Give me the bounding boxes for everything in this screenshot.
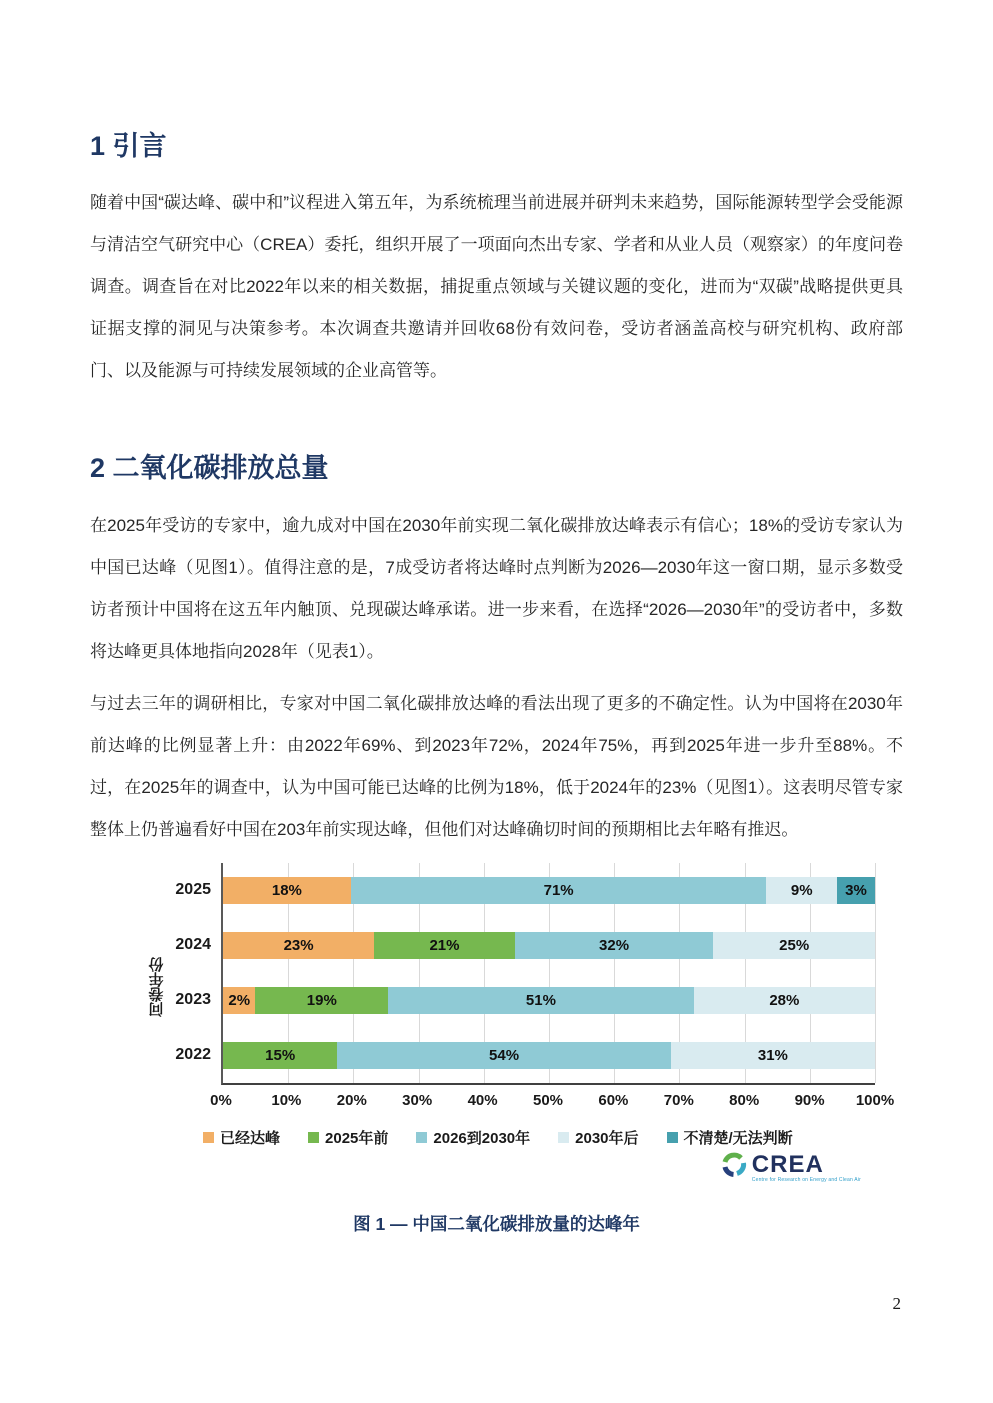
- chart-y-axis-label: 问卷年份: [148, 956, 166, 1017]
- bar-segment: [223, 877, 351, 904]
- bar-segment: [388, 987, 694, 1014]
- page-content: [90, 0, 903, 1236]
- crea-logo-tagline: Centre for Research on Energy and Clean Air: [751, 1176, 861, 1183]
- legend-swatch: [308, 1132, 319, 1143]
- section-1-paragraph: 随着中国“碳达峰、碳中和”议程进入第五年，为系统梳理当前进展并研判未来趋势，国际能源转型学会受能源与清洁空气研究中心（CREA）委托，组织开展了一项面向杰出专家、学者和从业人员（观察家）的年度问卷调查。调查旨在对比2022年以来的相关数据，捕捉重点领域与关键议题的变化，进而为“双碳”战略提供更具证据支撑的洞见与决策参考。本次调查共邀请并回收68份有效问卷，受访者涵盖高校与研究机构、政府部门、以及能源与可持续发展领域的企业高管等。: [90, 193, 903, 381]
- bar-value-label: 23%: [283, 936, 314, 954]
- category-label: 2023: [175, 991, 211, 1009]
- bar-value-label: 9%: [790, 881, 813, 899]
- plot-area: [221, 863, 875, 1085]
- bar-value-label: 71%: [543, 881, 574, 899]
- bar-segment: [223, 1042, 337, 1069]
- section-2-paragraph-2: 与过去三年的调研相比，专家对中国二氧化碳排放达峰的看法出现了更多的不确定性。认为中国将在2030年前达峰的比例显著上升：由2022年69%、到2023年72%，2024年75%，再到2025年进一步升至88%。不过，在2025年的调查中，认为中国可能已达峰的比例为18%，低于2024年的23%（见图1）。这表明尽管专家整体上仍普遍看好中国在203年前实现达峰，但他们对达峰确切时间的预期相比去年略有推迟。: [90, 693, 903, 839]
- bar-value-label: 51%: [525, 991, 556, 1009]
- chart-row: [223, 973, 875, 1028]
- section-2-heading: 2 二氧化碳排放总量: [90, 453, 329, 484]
- chart-main: [145, 863, 895, 1111]
- bar-value-label: 21%: [429, 936, 460, 954]
- x-axis-tick-label: 100%: [855, 1091, 895, 1109]
- bar-value-label: 3%: [845, 881, 867, 899]
- legend-label: 不清楚/无法判断: [683, 1129, 793, 1147]
- bar-segment: [515, 932, 714, 959]
- plot-column: [210, 863, 895, 1111]
- bar-segment: [713, 932, 875, 959]
- legend-swatch: [558, 1132, 569, 1143]
- x-axis-tick-label: 10%: [271, 1091, 302, 1109]
- bar-segment: [337, 1042, 670, 1069]
- x-axis-tick-label: 80%: [729, 1091, 760, 1109]
- x-axis-tick-label: 70%: [663, 1091, 694, 1109]
- bar-segment: [694, 987, 875, 1014]
- chart-row: [223, 918, 875, 973]
- x-axis-tick-label: 0%: [210, 1091, 232, 1109]
- x-axis-tick-label: 40%: [467, 1091, 498, 1109]
- x-axis-ticks: [210, 1085, 895, 1111]
- figure-1-chart: [145, 863, 895, 1183]
- legend-item: [416, 1127, 530, 1148]
- bar-value-label: 25%: [779, 936, 810, 954]
- bar-track: [223, 1042, 875, 1069]
- chart-row: [223, 863, 875, 918]
- section-2-paragraph-1: 在2025年受访的专家中，逾九成对中国在2030年前实现二氧化碳排放达峰表示有信心；18%的受访专家认为中国已达峰（见图1）。值得注意的是，7成受访者将达峰时点判断为2026—2030年这一窗口期，显示多数受访者预计中国将在这五年内触顶、兑现碳达峰承诺。进一步来看，在选择“2026—2030年”的受访者中，多数将达峰更具体地指向2028年（见表1）。: [90, 515, 903, 661]
- bar-value-label: 19%: [306, 991, 337, 1009]
- bar-value-label: 15%: [265, 1046, 296, 1064]
- bar-track: [223, 877, 875, 904]
- bar-rows: [223, 863, 875, 1083]
- crea-logo-text: CREA: [751, 1150, 824, 1178]
- bar-segment: [223, 987, 255, 1014]
- bar-segment: [374, 932, 515, 959]
- legend-swatch: [667, 1132, 678, 1143]
- bar-value-label: 32%: [599, 936, 630, 954]
- bar-value-label: 28%: [769, 991, 800, 1009]
- legend-label: 已经达峰: [220, 1129, 281, 1147]
- bar-segment: [351, 877, 767, 904]
- bar-segment: [223, 932, 374, 959]
- logo-row: [145, 1152, 875, 1183]
- category-label: 2022: [175, 1046, 211, 1064]
- gridline: [875, 863, 876, 1083]
- bar-value-label: 54%: [489, 1046, 520, 1064]
- category-label: 2025: [175, 881, 211, 899]
- legend-swatch: [203, 1132, 214, 1143]
- x-axis-tick-label: 90%: [794, 1091, 825, 1109]
- x-axis-tick-label: 30%: [402, 1091, 433, 1109]
- legend-label: 2025年前: [325, 1129, 389, 1147]
- legend-item: [203, 1127, 280, 1148]
- bar-value-label: 31%: [757, 1046, 788, 1064]
- legend-item: [308, 1127, 388, 1148]
- page-number: 2: [892, 1294, 901, 1313]
- crea-logo: [721, 1152, 861, 1183]
- crea-logo-icon: [721, 1152, 747, 1183]
- category-label: 2024: [175, 936, 211, 954]
- x-axis-tick-label: 60%: [598, 1091, 629, 1109]
- figure-caption: 图 1 — 中国二氧化碳排放量的达峰年: [353, 1213, 640, 1234]
- bar-segment: [766, 877, 837, 904]
- x-axis-tick-label: 20%: [336, 1091, 367, 1109]
- category-labels: [169, 863, 221, 1111]
- bar-value-label: 2%: [228, 991, 251, 1009]
- legend-swatch: [416, 1132, 427, 1143]
- legend-label: 2030年后: [575, 1129, 639, 1147]
- section-1-heading: 1 引言: [90, 131, 167, 161]
- bar-segment: [837, 877, 875, 904]
- bar-value-label: 18%: [271, 881, 302, 899]
- chart-row: [223, 1028, 875, 1083]
- bar-track: [223, 987, 875, 1014]
- bar-segment: [255, 987, 388, 1014]
- x-axis-tick-label: 50%: [532, 1091, 564, 1109]
- bar-segment: [671, 1042, 875, 1069]
- legend-label: 2026到2030年: [433, 1129, 531, 1147]
- bar-track: [223, 932, 875, 959]
- chart-legend: [203, 1127, 875, 1148]
- legend-item: [558, 1127, 638, 1148]
- legend-item: [667, 1127, 793, 1148]
